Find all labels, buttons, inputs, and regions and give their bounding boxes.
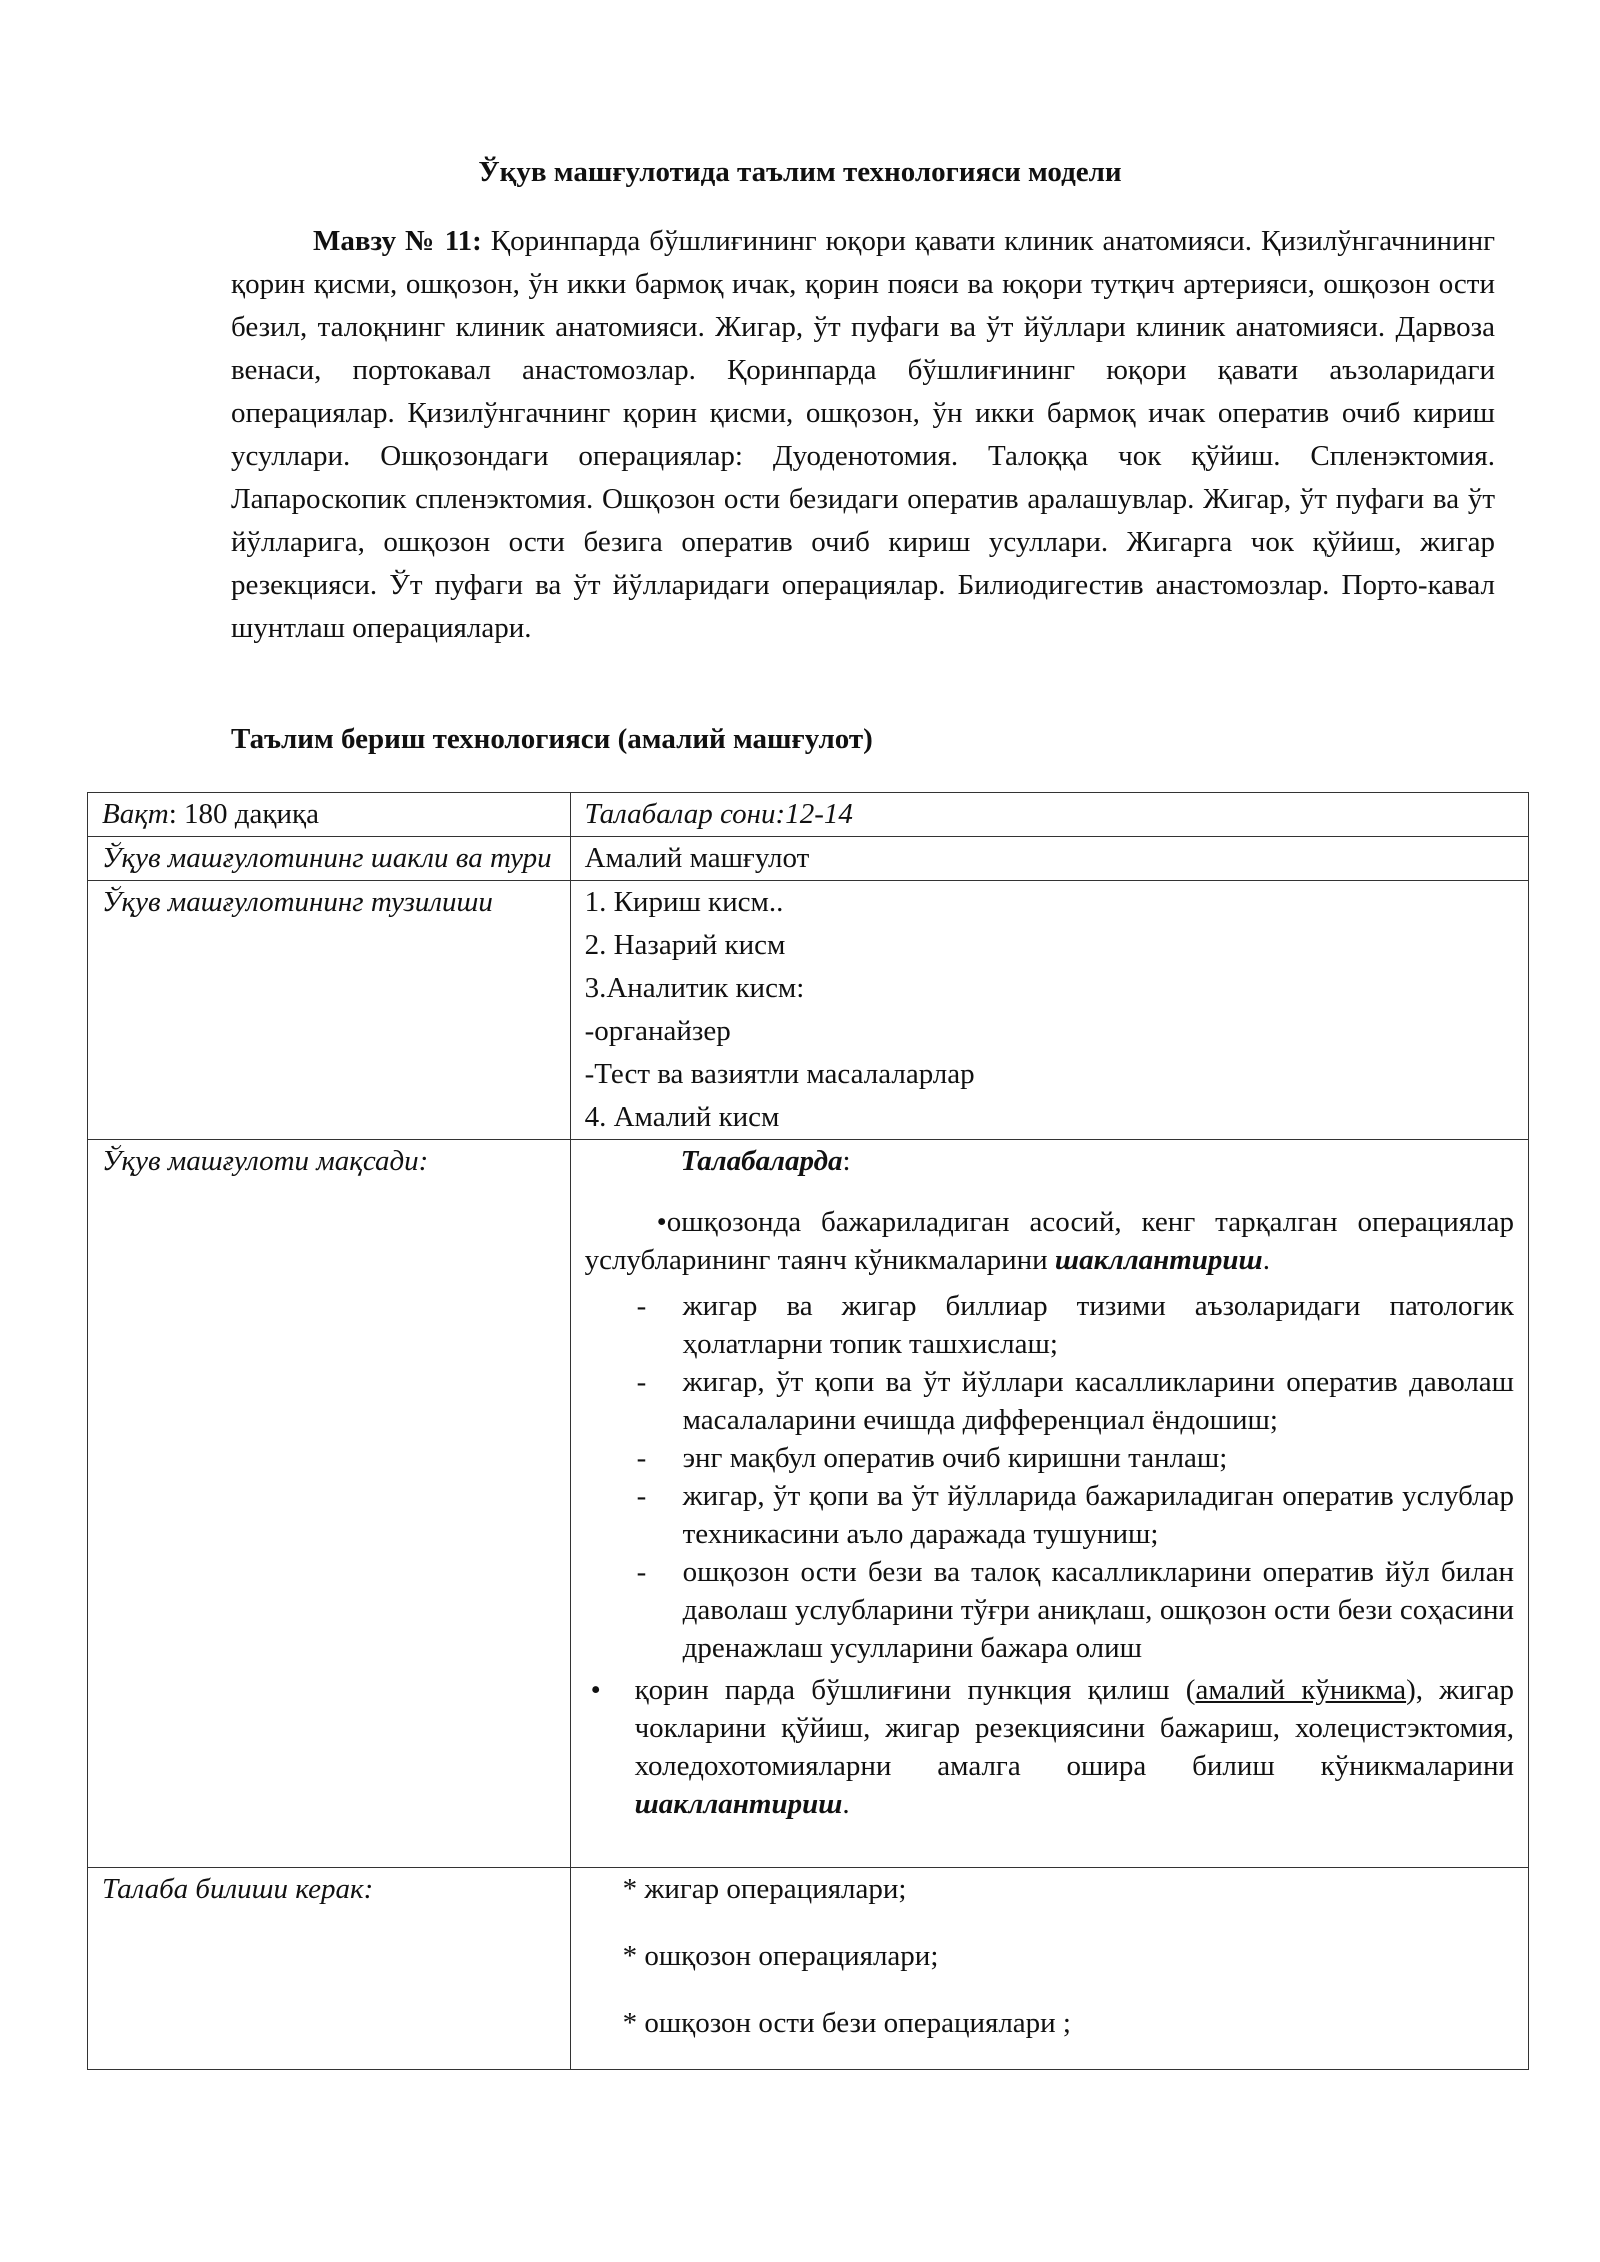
structure-item: 2. Назарий кисм [584, 929, 786, 961]
list-item: - жигар ва жигар биллиар тизими аъзоларидаги патологик ҳолатларни топик ташхислаш; [683, 1287, 1514, 1363]
form-value: Амалий машғулот [570, 837, 1528, 881]
bullet-post: ), жигар чокларини қўйиш, жигар резекциясини бажариш, холецистэктомия, холедохотомияларни амалга ошира билиш кўникмаларини [634, 1674, 1515, 1782]
know-label: Талаба билиши керак: [88, 1868, 571, 2070]
students-cell [570, 793, 1528, 837]
goal-heading-text: Талабаларда [680, 1145, 843, 1177]
structure-item: -Тест ва вазиятли масалаларлар [584, 1058, 975, 1090]
goal-main [585, 1203, 1514, 1279]
structure-item: -органайзер [584, 1015, 731, 1047]
goal-main-end: . [1262, 1244, 1270, 1276]
table-row [88, 837, 1529, 881]
lesson-table [87, 792, 1529, 2070]
know-item: * жигар операциялари; [622, 1873, 907, 1905]
goal-heading-colon: : [842, 1145, 851, 1177]
table-row [88, 1868, 1529, 2070]
goal-main-emph: шакллантириш [1054, 1244, 1263, 1276]
list-item: - ошқозон ости бези ва талоқ касалликларини оператив йўл билан даволаш услубларини тўғри аниқлаш, ошқозон ости бези соҳасини дренажлаш усулларини бажара олиш [683, 1553, 1514, 1667]
goal-dash-list [585, 1287, 1514, 1667]
goal-label: Ўқув машғулоти мақсади: [88, 1140, 571, 1868]
structure-list [570, 881, 1528, 1140]
time-value: : 180 дақиқа [168, 798, 319, 830]
time-cell [88, 793, 571, 837]
topic-text: Қоринпарда бўшлиғининг юқори қавати клиник анатомияси. Қизилўнгачнининг қорин қисми, ошқозон, ўн икки бармоқ ичак, қорин пояси ва юқори тутқич артерияси, ошқозон ости безил, талоқнинг клиник анатомияси. Жигар, ўт пуфаги ва ўт йўллари клиник анатомияси. Дарвоза венаси, портокавал анастомозлар. Қоринпарда бўшлиғининг юқори қавати аъзоларидаги операциялар. Қизилўнгачнинг қорин қисми, ошқозон, ўн икки бармоқ ичак оператив очиб кириш усуллари. Ошқозондаги операциялар: Дуоденотомия. Талоққа чок қўйиш. Спленэктомия. Лапароскопик спленэктомия. Ошқозон ости безидаги оператив аралашувлар. Жигар, ўт пуфаги ва ўт йўлларига, ошқозон ости безига оператив очиб кириш усуллари. Жигарга чок қўйиш, жигар резекцияси. Ўт пуфаги ва ўт йўлларидаги операциялар. Билиодигестив анастомозлар. Порто-кавал шунтлаш операциялари. [231, 225, 1495, 644]
list-item: - жигар, ўт қопи ва ўт йўллари касалликларини оператив даволаш масалаларини ечишда дифференциал ёндошиш; [683, 1363, 1514, 1439]
know-list [570, 1868, 1528, 2070]
topic-label: Мавзу № 11: [313, 225, 482, 257]
list-item: - энг мақбул оператив очиб киришни танлаш; [683, 1439, 1514, 1477]
bullet-underlined: амалий кўникма [1195, 1674, 1407, 1706]
topic-paragraph [231, 220, 1495, 650]
bullet-end: . [842, 1788, 850, 1820]
structure-item: 4. Амалий кисм [584, 1101, 780, 1133]
time-label: Вақт [102, 798, 169, 830]
goal-bullet-list [585, 1671, 1514, 1823]
goal-heading [585, 1140, 1514, 1183]
structure-item: 1. Кириш кисм.. [584, 886, 784, 918]
goal-main-text: •ошқозонда бажариладиган асосий, кенг тарқалган операциялар услубларининг таянч кўникмаларини [584, 1206, 1514, 1276]
table-row [88, 1140, 1529, 1868]
list-item: - жигар, ўт қопи ва ўт йўлларида бажариладиган оператив услублар техникасини аъло даражада тушуниш; [683, 1477, 1514, 1553]
bullet-pre: қорин парда бўшлиғини пункция қилиш ( [634, 1674, 1196, 1706]
structure-item: 3.Аналитик кисм: [584, 972, 805, 1004]
goal-content [570, 1140, 1528, 1868]
bullet-emph: шакллантириш [634, 1788, 843, 1820]
section-title: Таълим бериш технологияси (амалий машғулот) [231, 723, 873, 755]
table-row [88, 793, 1529, 837]
table-row [88, 881, 1529, 1140]
list-item [635, 1671, 1514, 1823]
students-count: Талабалар сони:12-14 [584, 798, 853, 830]
form-label: Ўқув машғулотининг шакли ва тури [88, 837, 571, 881]
page-title: Ўқув машғулотида таълим технологияси модели [478, 156, 1122, 188]
know-item: * ошқозон ости бези операциялари ; [622, 2007, 1071, 2039]
structure-label: Ўқув машғулотининг тузилиши [88, 881, 571, 1140]
know-item: * ошқозон операциялари; [622, 1940, 939, 1972]
